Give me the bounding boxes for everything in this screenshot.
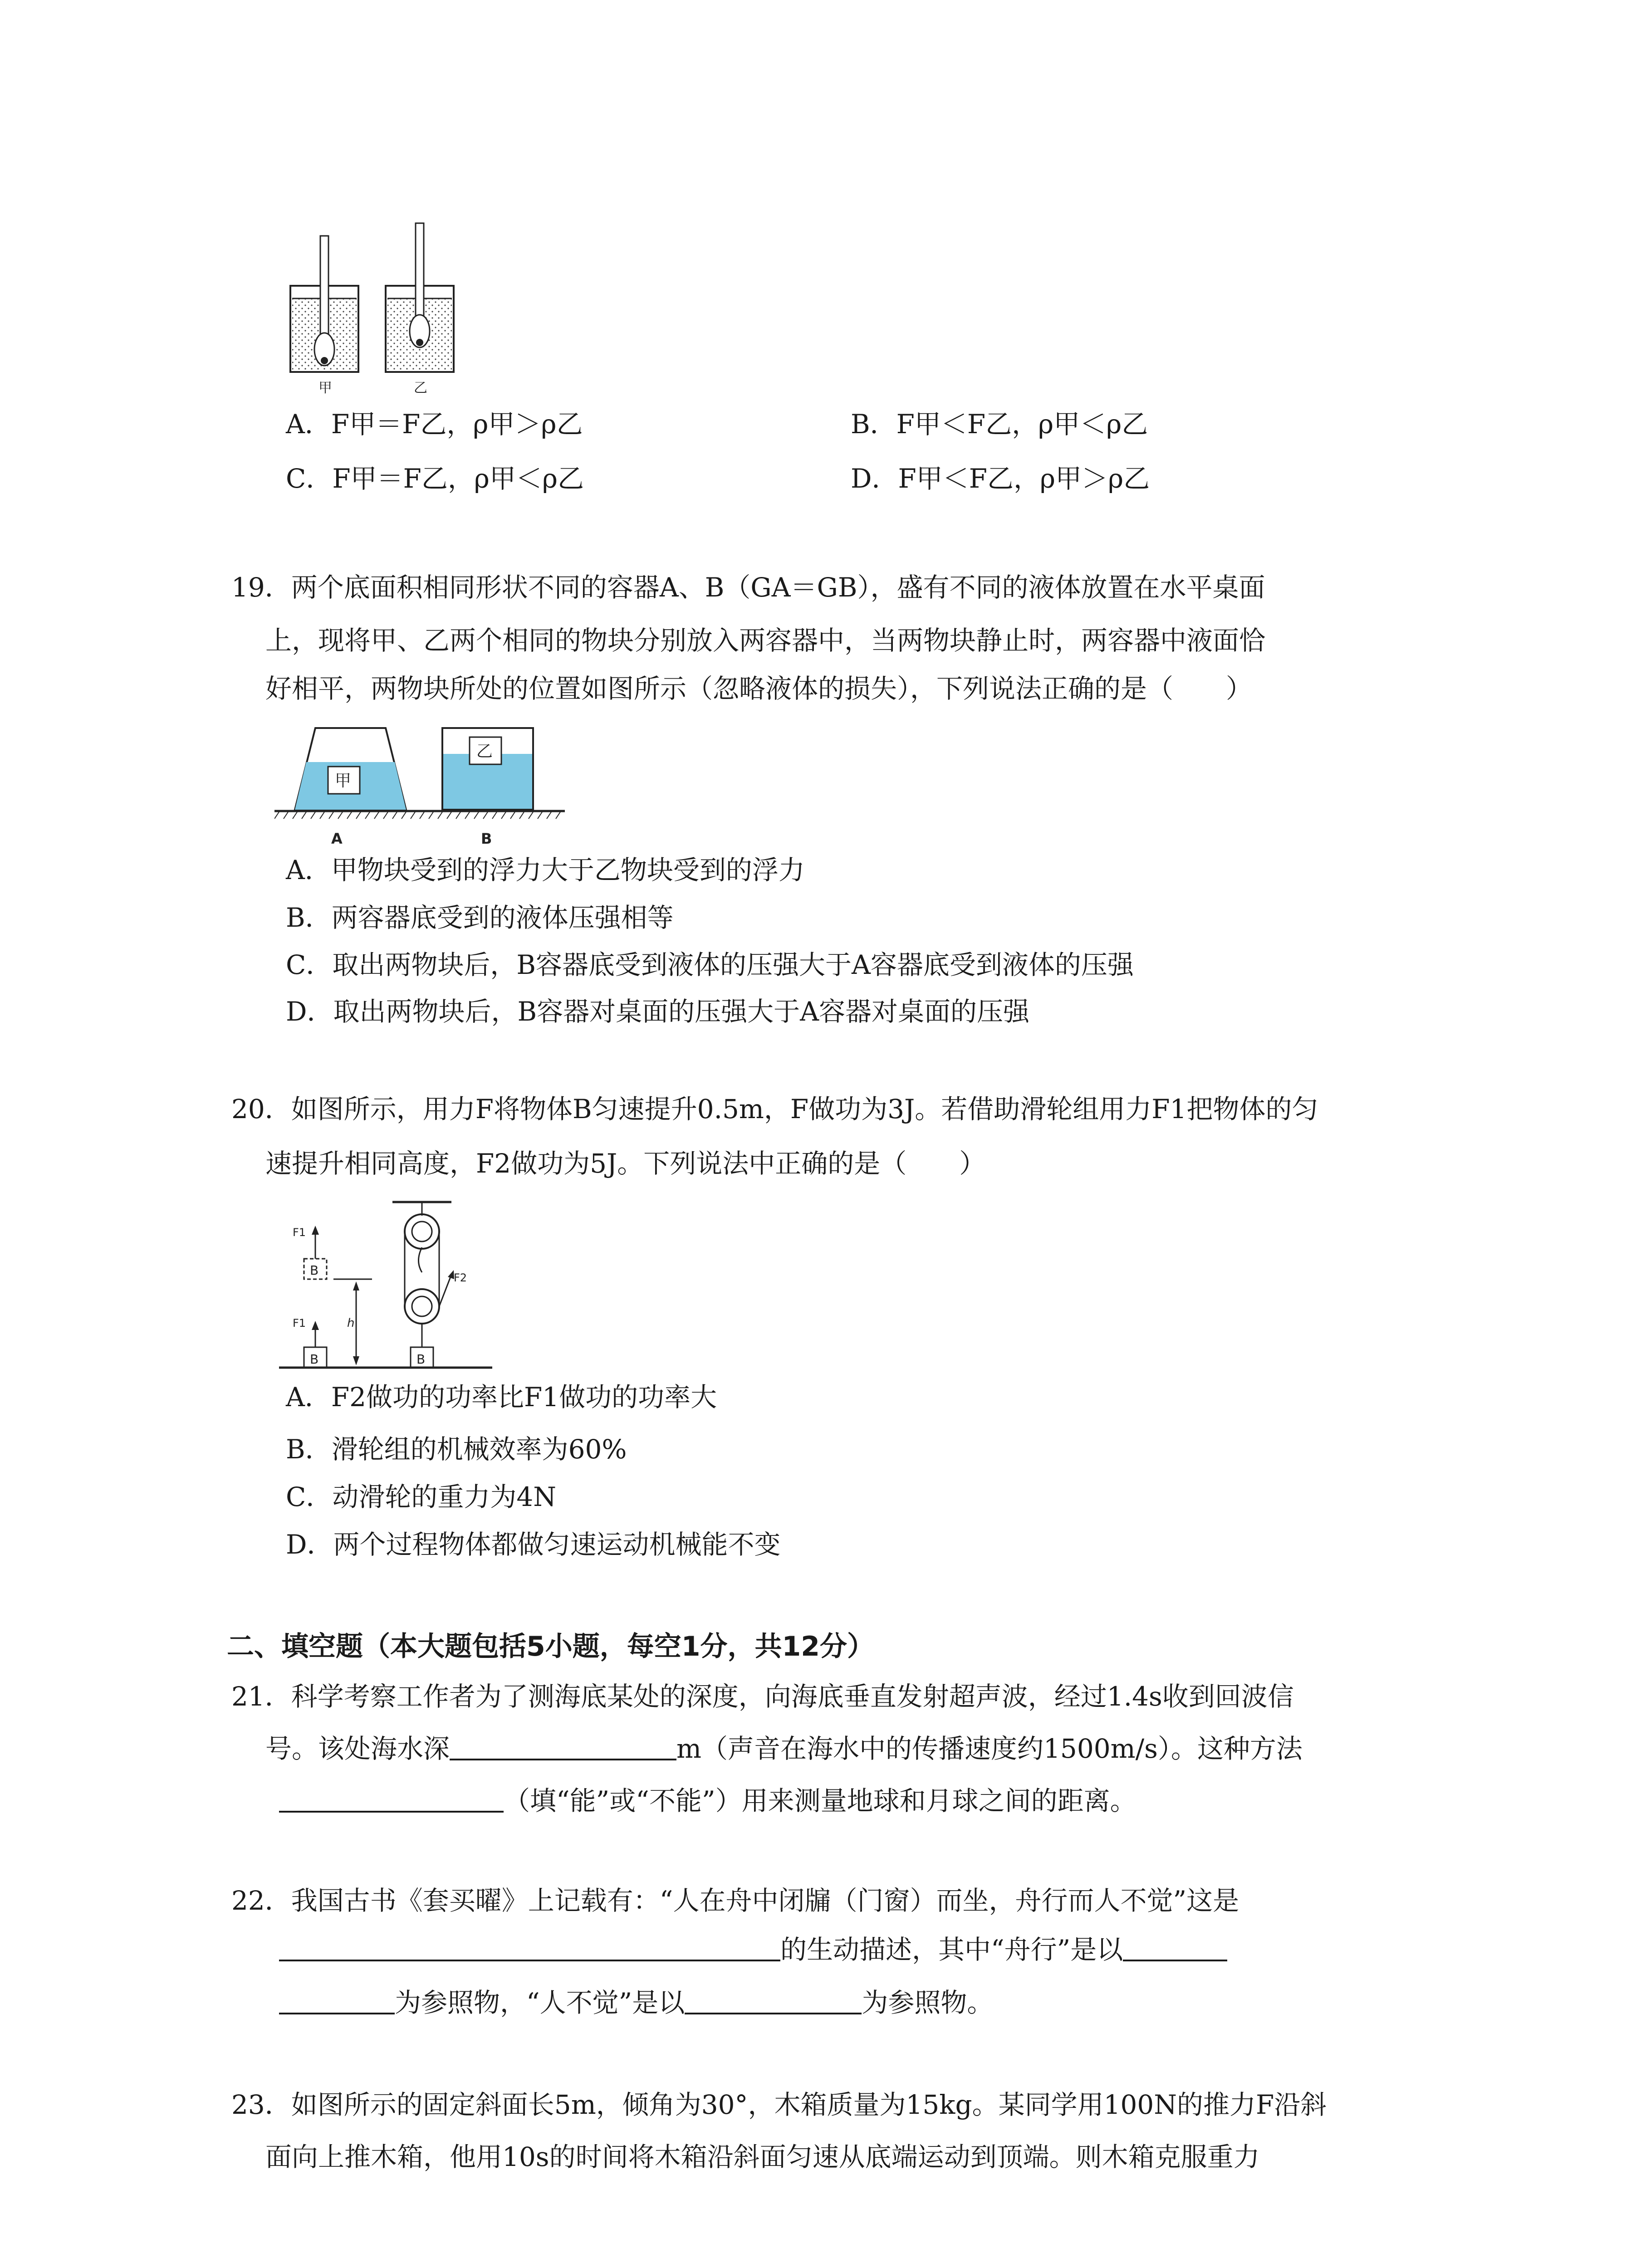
q21-line1: 21．科学考察工作者为了测海底某处的深度，向海底垂直发射超声波，经过1.4s收到回波信: [231, 1681, 1294, 1712]
q22-line3: [279, 1984, 993, 2021]
q19-label-a: A: [331, 830, 343, 847]
q20-label-f1-bottom: F1: [293, 1317, 306, 1330]
q20-stem-line2: 速提升相同高度，F2做功为5J。下列说法中正确的是（ ）: [265, 1148, 986, 1179]
q22-blank-2-cont[interactable]: [279, 1986, 395, 2014]
q22-line2: [279, 1931, 1227, 1968]
q21-blank-1[interactable]: [450, 1732, 676, 1760]
q21-blank-2[interactable]: [279, 1784, 504, 1813]
q22-line1: 22．我国古书《套买曜》上记载有：“人在舟中闭牖（门窗）而坐，舟行而人不觉”这是: [231, 1885, 1239, 1916]
q18-option-d: D．F甲＜F乙，ρ甲＞ρ乙: [851, 463, 1150, 494]
q20-label-b-bottom: B: [310, 1352, 319, 1367]
q20-figure: [279, 1198, 497, 1374]
q22-line3-start: 为参照物，“人不觉”是以: [395, 1987, 685, 2018]
q20-label-b-top: B: [310, 1263, 319, 1278]
q22-blank-3[interactable]: [685, 1986, 862, 2014]
q20-option-a: A．F2做功的功率比F1做功的功率大: [286, 1382, 717, 1413]
q18-label-jia: 甲: [318, 380, 332, 396]
q19-figure: [274, 708, 574, 853]
q20-label-h: h: [347, 1316, 355, 1330]
q20-stem-line1: 20．如图所示，用力F将物体B匀速提升0.5m，F做功为3J。若借助滑轮组用力F1把物体的匀: [231, 1094, 1318, 1124]
section-fill-in-title: 二、填空题（本大题包括5小题，每空1分，共12分）: [227, 1631, 874, 1662]
q21-line2: [265, 1730, 1303, 1767]
q19-stem-line1: 19．两个底面积相同形状不同的容器A、B（GA＝GB），盛有不同的液体放置在水平桌面: [231, 572, 1265, 603]
q19-option-c: C．取出两物块后，B容器底受到液体的压强大于A容器底受到液体的压强: [286, 949, 1134, 980]
q20-option-c: C．动滑轮的重力为4N: [286, 1481, 557, 1512]
beaker-yi: [386, 223, 454, 372]
q18-figure: [281, 218, 472, 399]
beaker-jia: [290, 236, 358, 372]
q20-label-b-right: B: [416, 1352, 426, 1367]
q18-option-a: A．F甲＝F乙，ρ甲＞ρ乙: [286, 409, 583, 440]
q20-option-d: D．两个过程物体都做匀速运动机械能不变: [286, 1529, 781, 1560]
q23-line2: 面向上推木箱，他用10s的时间将木箱沿斜面匀速从底端运动到顶端。则木箱克服重力: [265, 2141, 1260, 2172]
q19-option-a: A．甲物块受到的浮力大于乙物块受到的浮力: [286, 855, 805, 885]
q22-line2-text: 的生动描述，其中“舟行”是以: [780, 1934, 1123, 1965]
q18-label-yi: 乙: [414, 380, 427, 396]
q19-stem-line2: 上，现将甲、乙两个相同的物块分别放入两容器中，当两物块静止时，两容器中液面恰: [265, 625, 1266, 656]
q23-line1: 23．如图所示的固定斜面长5m，倾角为30°，木箱质量为15kg。某同学用100N的推力F沿斜: [231, 2089, 1327, 2120]
q21-line2-end: m（声音在海水中的传播速度约1500m/s）。这种方法: [676, 1733, 1303, 1764]
q20-label-f1-top: F1: [293, 1226, 306, 1239]
q22-blank-2[interactable]: [1123, 1933, 1227, 1961]
q19-label-b: B: [481, 830, 492, 847]
q19-block-yi: 乙: [476, 742, 493, 761]
q19-option-d: D．取出两物块后，B容器对桌面的压强大于A容器对桌面的压强: [286, 996, 1030, 1027]
q21-line2-start: 号。该处海水深: [265, 1733, 450, 1764]
q21-line3: [279, 1783, 1136, 1819]
q22-line3-end: 为参照物。: [862, 1987, 994, 2018]
q18-option-c: C．F甲＝F乙，ρ甲＜ρ乙: [286, 463, 584, 494]
q20-label-f2: F2: [454, 1271, 467, 1284]
q19-stem-line3: 好相平，两物块所处的位置如图所示（忽略液体的损失），下列说法正确的是（ ）: [265, 673, 1253, 704]
q20-option-b: B．滑轮组的机械效率为60%: [286, 1434, 627, 1465]
q21-line3-text: （填“能”或“不能”）用来测量地球和月球之间的距离。: [504, 1785, 1136, 1816]
q22-blank-1[interactable]: [279, 1933, 780, 1961]
q18-option-b: B．F甲＜F乙，ρ甲＜ρ乙: [851, 409, 1148, 440]
q19-block-jia: 甲: [335, 772, 352, 790]
q19-option-b: B．两容器底受到的液体压强相等: [286, 902, 674, 933]
